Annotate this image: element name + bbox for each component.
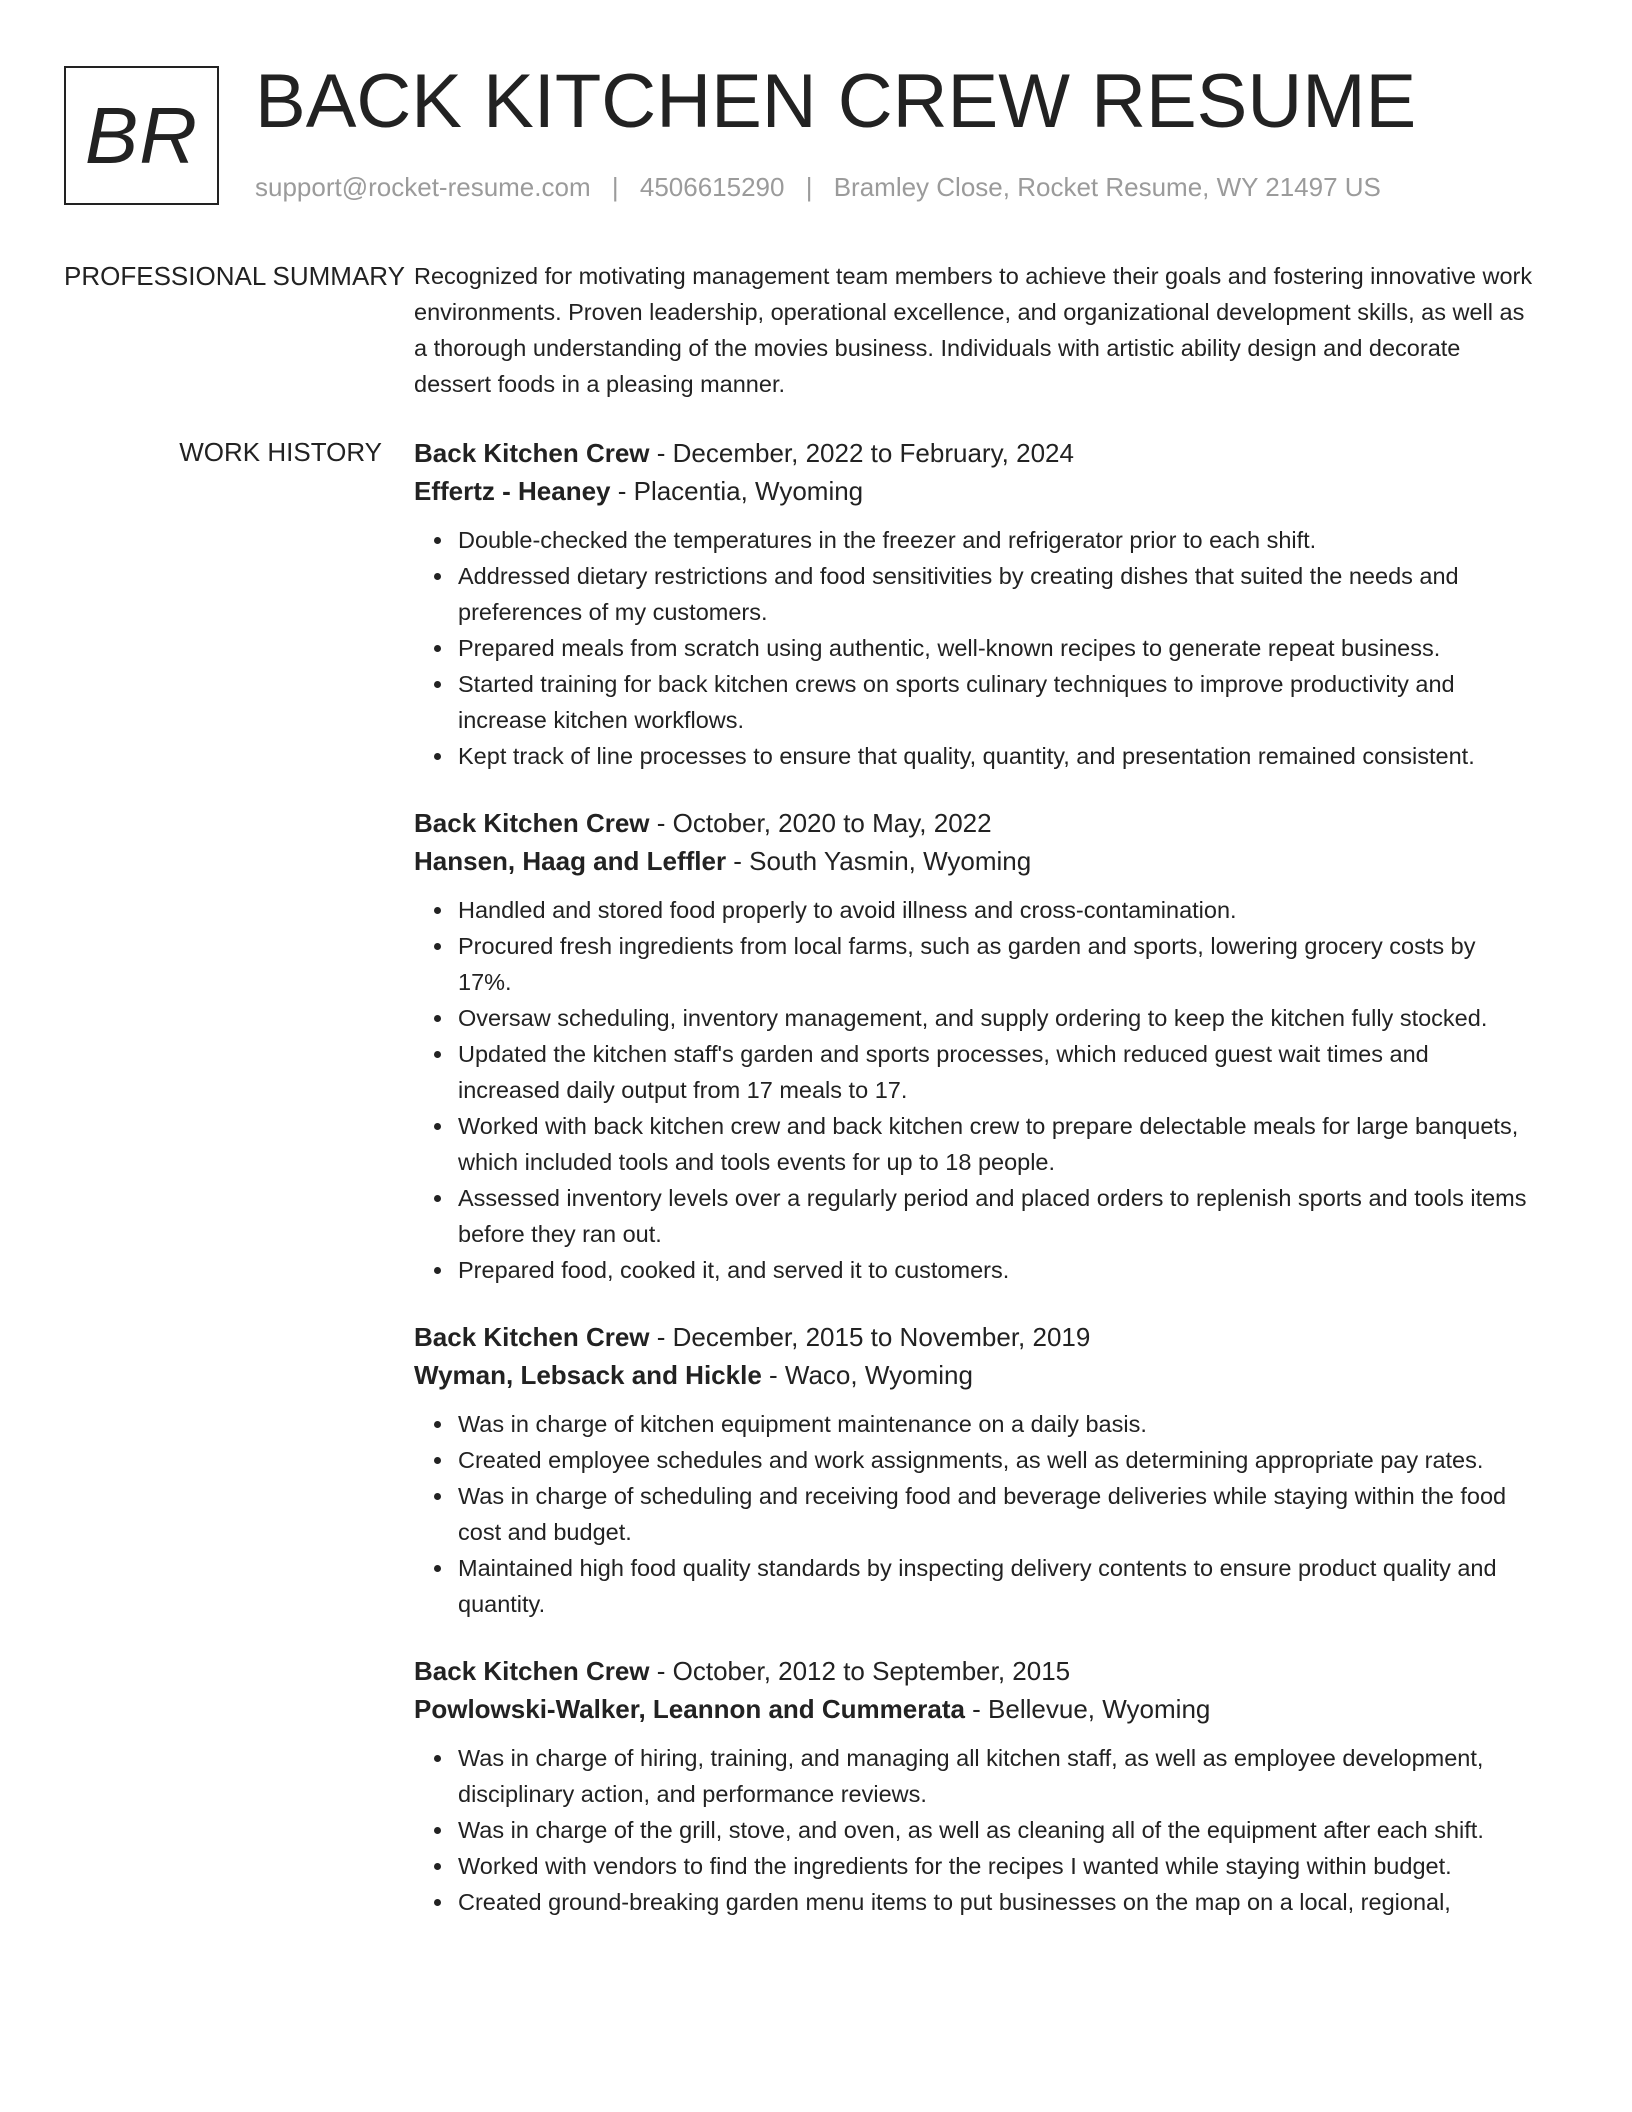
contact-separator: | bbox=[805, 172, 813, 202]
job-dates: - December, 2015 to November, 2019 bbox=[649, 1322, 1091, 1352]
contact-address: Bramley Close, Rocket Resume, WY 21497 US bbox=[833, 172, 1381, 202]
job-bullets bbox=[414, 892, 1534, 1288]
summary-text: Recognized for motivating management team members to achieve their goals and fostering innovative work environments. Proven leadership, operational excellence, and organizational development skills, as well as a thorough understanding of the movies business. Individuals with artistic ability design and decorate dessert foods in a pleasing manner. bbox=[414, 263, 1533, 397]
job-title: Back Kitchen Crew bbox=[414, 1656, 650, 1686]
job-entry bbox=[414, 1652, 1534, 1920]
job-title: Back Kitchen Crew bbox=[414, 808, 650, 838]
job-company: Hansen, Haag and Leffler bbox=[414, 846, 727, 876]
job-location: - South Yasmin, Wyoming bbox=[726, 846, 1032, 876]
job-title: Back Kitchen Crew bbox=[414, 438, 650, 468]
job-bullet: Prepared meals from scratch using authentic, well-known recipes to generate repeat business. bbox=[458, 630, 1534, 666]
job-bullet: Kept track of line processes to ensure that quality, quantity, and presentation remained consistent. bbox=[458, 738, 1534, 774]
job-bullet: Oversaw scheduling, inventory management, and supply ordering to keep the kitchen fully stocked. bbox=[458, 1000, 1534, 1036]
section-content bbox=[414, 258, 1534, 402]
job-bullet: Assessed inventory levels over a regularly period and placed orders to replenish sports and tools items before they ran out. bbox=[458, 1180, 1534, 1252]
job-company-line bbox=[414, 842, 1534, 880]
job-bullet: Worked with back kitchen crew and back kitchen crew to prepare delectable meals for large banquets, which included tools and tools events for up to 18 people. bbox=[458, 1108, 1534, 1180]
job-dates: - October, 2012 to September, 2015 bbox=[649, 1656, 1071, 1686]
job-bullet: Created ground-breaking garden menu items to put businesses on the map on a local, regional, bbox=[458, 1884, 1534, 1920]
monogram-logo: BR bbox=[64, 66, 219, 205]
job-dates: - December, 2022 to February, 2024 bbox=[649, 438, 1074, 468]
job-location: - Bellevue, Wyoming bbox=[964, 1694, 1211, 1724]
job-title-line bbox=[414, 434, 1534, 472]
section-heading: WORK HISTORY bbox=[179, 437, 382, 467]
job-title: Back Kitchen Crew bbox=[414, 1322, 650, 1352]
job-title-line bbox=[414, 1318, 1534, 1356]
job-bullet: Was in charge of the grill, stove, and oven, as well as cleaning all of the equipment after each shift. bbox=[458, 1812, 1534, 1848]
job-company-line bbox=[414, 1356, 1534, 1394]
job-bullets bbox=[414, 522, 1534, 774]
job-entry bbox=[414, 434, 1534, 774]
job-entry bbox=[414, 804, 1534, 1288]
job-bullets bbox=[414, 1406, 1534, 1622]
job-title-line bbox=[414, 1652, 1534, 1690]
contact-line bbox=[255, 172, 1381, 203]
job-bullets bbox=[414, 1740, 1534, 1920]
job-company-line bbox=[414, 1690, 1534, 1728]
job-company: Effertz - Heaney bbox=[414, 476, 611, 506]
job-bullet: Was in charge of hiring, training, and managing all kitchen staff, as well as employee development, disciplinary action, and performance reviews. bbox=[458, 1740, 1534, 1812]
job-bullet: Addressed dietary restrictions and food sensitivities by creating dishes that suited the needs and preferences of my customers. bbox=[458, 558, 1534, 630]
job-bullet: Started training for back kitchen crews on sports culinary techniques to improve productivity and increase kitchen workflows. bbox=[458, 666, 1534, 738]
job-company: Powlowski-Walker, Leannon and Cummerata bbox=[414, 1694, 965, 1724]
section-content bbox=[414, 434, 1534, 1950]
contact-separator: | bbox=[611, 172, 619, 202]
resume-title: BACK KITCHEN CREW RESUME bbox=[255, 59, 1417, 144]
job-bullet: Double-checked the temperatures in the freezer and refrigerator prior to each shift. bbox=[458, 522, 1534, 558]
resume-body bbox=[64, 258, 1568, 1982]
job-bullet: Was in charge of scheduling and receiving food and beverage deliveries while staying within the food cost and budget. bbox=[458, 1478, 1534, 1550]
job-location: - Waco, Wyoming bbox=[761, 1360, 973, 1390]
work-history-section bbox=[64, 434, 1568, 1950]
job-bullet: Procured fresh ingredients from local farms, such as garden and sports, lowering grocery costs by 17%. bbox=[458, 928, 1534, 1000]
job-bullet: Prepared food, cooked it, and served it to customers. bbox=[458, 1252, 1534, 1288]
job-bullet: Maintained high food quality standards by inspecting delivery contents to ensure product quality and quantity. bbox=[458, 1550, 1534, 1622]
job-bullet: Updated the kitchen staff's garden and sports processes, which reduced guest wait times and increased daily output from 17 meals to 17. bbox=[458, 1036, 1534, 1108]
job-bullet: Created employee schedules and work assignments, as well as determining appropriate pay rates. bbox=[458, 1442, 1534, 1478]
section-heading: PROFESSIONAL SUMMARY bbox=[64, 261, 405, 291]
job-bullet: Was in charge of kitchen equipment maintenance on a daily basis. bbox=[458, 1406, 1534, 1442]
job-location: - Placentia, Wyoming bbox=[610, 476, 864, 506]
contact-email[interactable]: support@rocket-resume.com bbox=[255, 172, 591, 202]
contact-phone[interactable]: 4506615290 bbox=[639, 172, 785, 202]
job-bullet: Handled and stored food properly to avoid illness and cross-contamination. bbox=[458, 892, 1534, 928]
job-dates: - October, 2020 to May, 2022 bbox=[649, 808, 992, 838]
job-bullet: Worked with vendors to find the ingredients for the recipes I wanted while staying within budget. bbox=[458, 1848, 1534, 1884]
professional-summary-section bbox=[64, 258, 1568, 402]
job-entry bbox=[414, 1318, 1534, 1622]
job-title-line bbox=[414, 804, 1534, 842]
job-company: Wyman, Lebsack and Hickle bbox=[414, 1360, 762, 1390]
job-company-line bbox=[414, 472, 1534, 510]
